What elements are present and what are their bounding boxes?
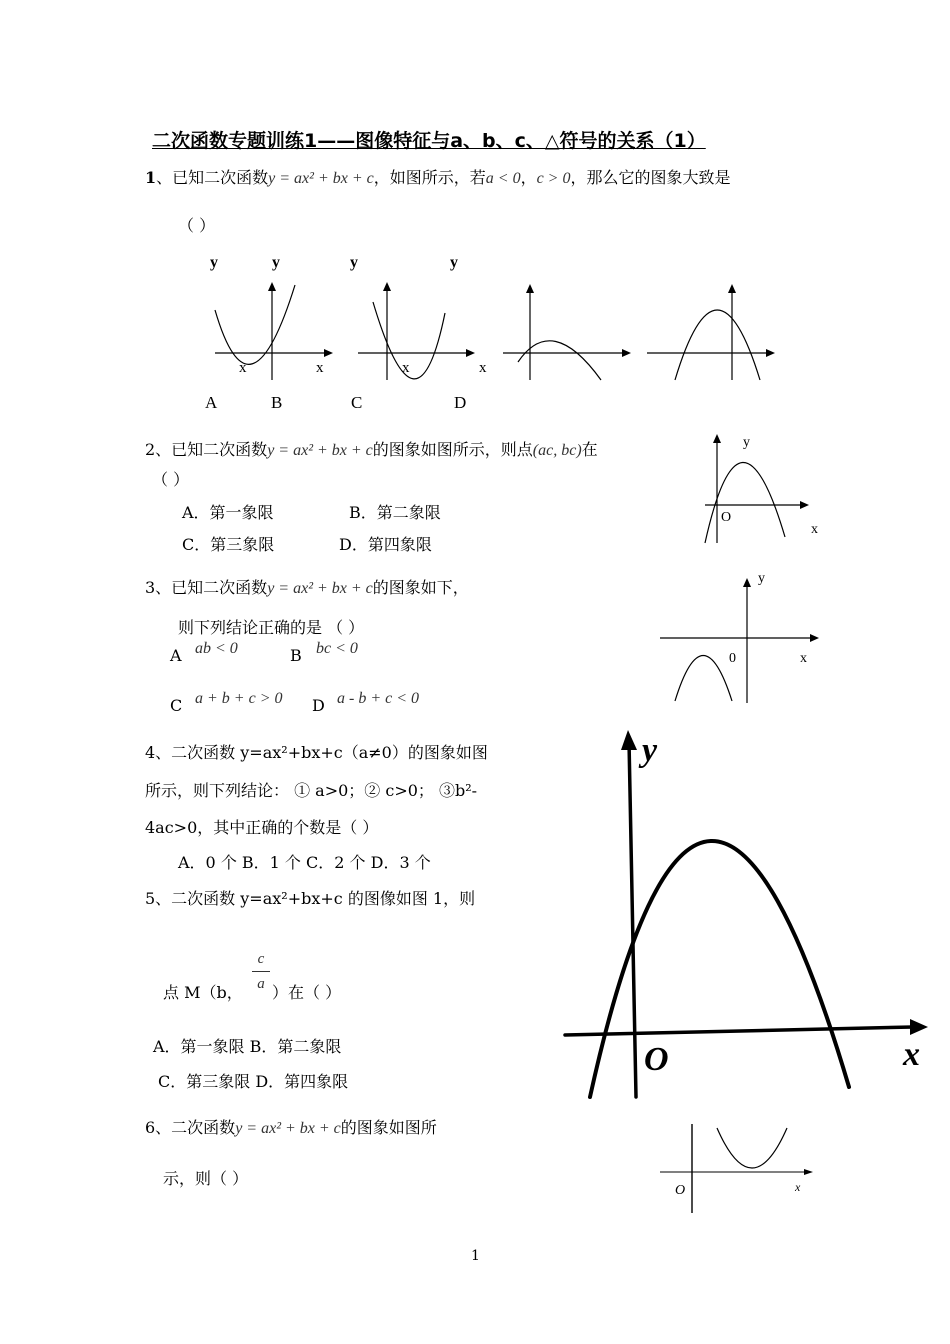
q2-x-label: x [811, 522, 818, 537]
question-5-line1: 5、二次函数 y=ax²+bx+c 的图像如图 1，则 [145, 889, 476, 908]
choice-b: B [271, 393, 283, 412]
question-6-formula: y = ax² + bx + c [235, 1120, 341, 1137]
graph-b-y-label: y [272, 254, 280, 271]
question-3-suffix: 的图象如下， [372, 578, 469, 597]
q3-option-c: a + b + c > 0 [195, 690, 283, 707]
q2-option-d: D．第四象限 [339, 535, 432, 554]
question-5-point [163, 980, 243, 1003]
q3-option-c-label: C [170, 696, 183, 715]
question-3-line2: 则下列结论正确的是 （ ） [178, 618, 365, 637]
graph-c-x-label: x [402, 360, 410, 376]
graph-c-x-label-right: x [479, 360, 487, 376]
question-3-prefix: 3、已知二次函数 [145, 578, 268, 597]
q6-x-label: x [795, 1180, 801, 1194]
question-5-fraction [252, 950, 270, 993]
fraction-numerator: c [257, 951, 265, 967]
question-2-graph [695, 425, 830, 550]
q2-y-label: y [743, 435, 750, 450]
q3-option-a-label: A [170, 646, 182, 665]
question-6-line2: 示，则（ ） [163, 1169, 249, 1188]
graph-d-y-label: y [450, 254, 458, 271]
choice-c: C [351, 393, 363, 412]
question-3-formula: y = ax² + bx + c [267, 580, 373, 597]
question-1-suffix: ，那么它的图象大致是 [570, 168, 731, 187]
question-4-line1: 4、二次函数 y=ax²+bx+c（a≠0）的图象如图 [145, 743, 488, 762]
question-2-suffix: 在 [581, 440, 598, 459]
graph-a-y-label: y [210, 254, 218, 271]
page-number: 1 [471, 1248, 480, 1264]
q3-option-b-label: B [290, 646, 302, 665]
question-4-options: A．0 个 B．1 个 C．2 个 D．3 个 [178, 853, 431, 872]
q2-origin-label: O [721, 510, 732, 525]
question-2-formula: y = ax² + bx + c [267, 442, 373, 459]
q2-option-b: B．第二象限 [349, 503, 441, 522]
question-1-sep: ， [520, 168, 537, 187]
question-1-cond-c: c > 0 [536, 170, 571, 187]
graph-c-y-label: y [350, 254, 358, 271]
question-6-prefix: 6、二次函数 [145, 1118, 236, 1137]
question-4-line2: 所示，则下列结论： ① a>0；② c>0； ③b²- [145, 781, 478, 800]
graph-c [358, 282, 475, 380]
page-title: 二次函数专题训练1——图像特征与a、b、c、△符号的关系（1） [152, 130, 706, 152]
question-2 [145, 437, 598, 460]
question-5-options-row2: C．第三象限 D．第四象限 [158, 1072, 349, 1091]
question-1-formula: y = ax² + bx + c [268, 170, 374, 187]
q3-option-d: a - b + c < 0 [337, 690, 420, 707]
question-1 [145, 165, 731, 188]
q6-origin-label: O [675, 1183, 686, 1198]
question-5-options-row1: A．第一象限 B．第二象限 [153, 1037, 342, 1056]
question-2-mid: 的图象如图所示，则点 [372, 440, 533, 459]
question-2-prefix: 2、已知二次函数 [145, 440, 268, 459]
q4-y-label: y [642, 732, 658, 769]
choice-d: D [454, 393, 467, 412]
question-1-mid: ，如图所示，若 [373, 168, 486, 187]
question-6-graph [655, 1118, 825, 1218]
graph-d1 [503, 284, 631, 380]
q3-origin-label: 0 [729, 651, 736, 666]
question-3 [145, 575, 469, 598]
question-4-graph [560, 725, 935, 1110]
question-1-graphs [195, 250, 795, 420]
fraction-bar [252, 971, 270, 972]
fraction-denominator: a [257, 976, 265, 992]
q3-option-d-label: D [312, 696, 325, 715]
question-1-number: 1 [145, 168, 157, 187]
question-5-point-suffix: ）在（ ） [272, 983, 342, 1002]
q4-x-label: x [903, 1036, 920, 1073]
question-3-graph [655, 568, 830, 708]
q3-y-label: y [758, 571, 765, 586]
choice-a: A [205, 393, 218, 412]
graph-d2 [647, 284, 775, 380]
question-2-blank: （ ） [152, 470, 190, 489]
question-5-point-prefix: 点 M（b， [163, 983, 243, 1002]
q3-option-b: bc < 0 [316, 640, 358, 657]
q3-option-a: ab < 0 [195, 640, 238, 657]
q3-x-label: x [800, 651, 807, 666]
question-1-blank: （ ） [178, 216, 216, 235]
question-1-prefix: 、已知二次函数 [156, 168, 269, 187]
graph-a-x-label: x [239, 360, 247, 376]
q2-option-a: A．第一象限 [182, 503, 274, 522]
question-2-point: (ac, bc) [532, 442, 582, 459]
question-1-cond-a: a < 0 [485, 170, 521, 187]
question-6 [145, 1115, 437, 1138]
question-6-suffix: 的图象如图所 [340, 1118, 437, 1137]
question-4-line3: 4ac>0，其中正确的个数是（ ） [145, 818, 379, 837]
q2-option-c: C．第三象限 [182, 535, 275, 554]
graph-b-x-label: x [316, 360, 324, 376]
q4-origin-label: O [644, 1041, 669, 1078]
